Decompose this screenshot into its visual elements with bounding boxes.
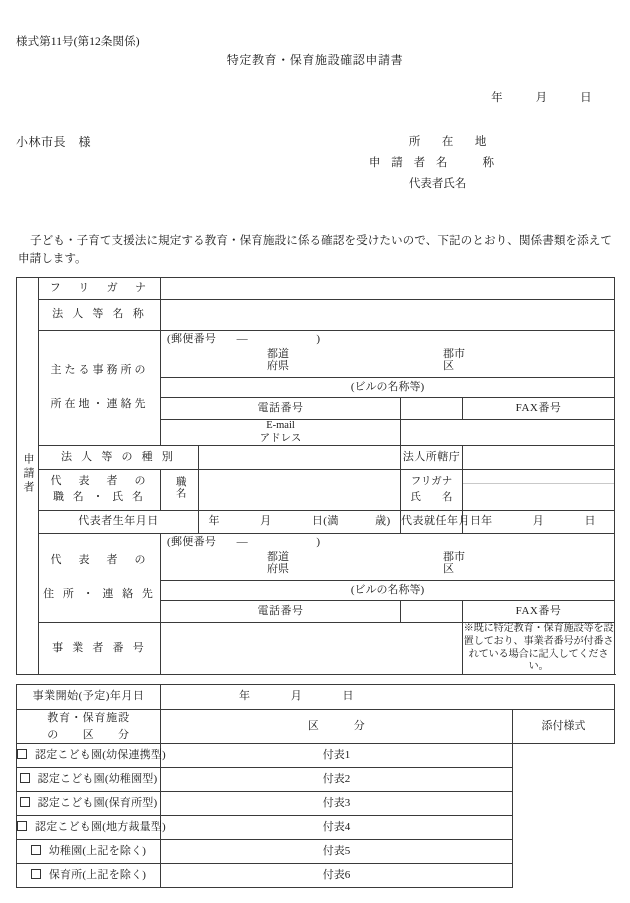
rep-fax-label: FAX番号: [515, 604, 562, 617]
office-fax-label-cell: [463, 398, 615, 420]
corp-type-value[interactable]: [199, 446, 401, 470]
date-year-label: 年: [491, 92, 504, 104]
office-city-label: [443, 348, 465, 373]
applicant-table: [16, 277, 615, 675]
rep-prefecture-label: [267, 551, 289, 576]
facility-attached-form: 付表2: [161, 768, 513, 792]
biz-number-value[interactable]: [161, 623, 463, 675]
facility-attached-form: 付表1: [161, 744, 513, 768]
rep-tel-label: 電話番号: [257, 604, 304, 617]
checkbox-icon[interactable]: [31, 845, 41, 855]
city-line2: 区: [443, 563, 454, 576]
corp-name-label: 法 人 等 名 称: [52, 308, 147, 321]
table-row: [17, 470, 615, 511]
facility-option-cell[interactable]: [17, 864, 161, 888]
rep-birth-ymd: [199, 515, 400, 529]
table-row: [17, 840, 615, 864]
addressee: 小林市長 様: [16, 135, 92, 149]
rep-name-value[interactable]: [463, 470, 615, 511]
table-row: [17, 534, 615, 581]
table-row: [17, 864, 615, 888]
zip-prefix: (郵便番号: [167, 536, 217, 548]
kubun-column-header: [161, 710, 513, 744]
office-tel-label-cell: [161, 398, 401, 420]
facility-attached-form: 付表4: [161, 816, 513, 840]
rep-address-value[interactable]: [161, 534, 615, 581]
kubun-header-char2: 分: [353, 719, 366, 732]
corp-type-label-cell: [39, 446, 199, 470]
date-month-label: 月: [535, 92, 548, 104]
office-label-line2: 所在地・連絡先: [50, 398, 149, 410]
zip-suffix: ): [316, 536, 321, 548]
biz-number-label-cell: [39, 623, 161, 675]
date-line: [491, 89, 592, 105]
zip-suffix: ): [316, 333, 321, 345]
facility-option-label: 認定こども園(幼保連携型): [35, 748, 166, 761]
applicant-side-label: 申請者: [22, 452, 34, 495]
prefecture-line2: 府県: [267, 563, 289, 576]
applicant-address-label: 所 在 地: [408, 136, 492, 148]
checkbox-icon[interactable]: [17, 749, 27, 759]
rep-name-label-cell: [401, 470, 463, 511]
table-row: [17, 710, 615, 744]
office-fax-label: FAX番号: [515, 401, 562, 414]
start-date-month: 月: [290, 690, 303, 703]
checkbox-icon[interactable]: [31, 869, 41, 879]
office-address-value[interactable]: [161, 331, 615, 378]
building-label: (ビルの名称等): [350, 583, 425, 596]
rep-name-divider: [463, 483, 614, 484]
rep-birth-value[interactable]: [199, 511, 401, 534]
table-row: [17, 685, 615, 710]
rep-fax-label-cell: [463, 601, 615, 623]
rep-title-name-label-cell: [39, 470, 161, 511]
checkbox-icon[interactable]: [20, 797, 30, 807]
facility-label-line1: 教育・保育施設: [47, 712, 130, 724]
rep-appoint-value[interactable]: [463, 511, 615, 534]
rep-title-name-label-line2: 職 名 ・ 氏 名: [53, 491, 146, 503]
kubun-header-char1: 区: [307, 719, 320, 732]
facility-attached-form: 付表3: [161, 792, 513, 816]
building-label: (ビルの名称等): [350, 380, 425, 393]
office-prefecture-label: [267, 348, 289, 373]
facility-attached-form: 付表5: [161, 840, 513, 864]
furigana-value[interactable]: [161, 278, 615, 300]
table-row: [17, 278, 615, 300]
rep-tel-label-cell: [161, 601, 401, 623]
office-label-cell: [39, 331, 161, 446]
form-column-header: 添付様式: [513, 710, 615, 744]
facility-option-label: 認定こども園(地方裁量型): [35, 820, 166, 833]
table-row: [17, 300, 615, 331]
facility-option-cell[interactable]: [17, 816, 166, 840]
rep-building-value[interactable]: [161, 581, 615, 601]
office-building-value[interactable]: [161, 378, 615, 398]
facility-option-label: 認定こども園(保育所型): [37, 796, 158, 809]
facility-option-label: 認定こども園(幼稚園型): [37, 772, 158, 785]
zip-dash: —: [236, 333, 248, 345]
applicant-name-label: 申 請 者 名 称: [368, 157, 498, 169]
city-line1: 郡市: [443, 348, 465, 360]
rep-birth-label-cell: [39, 511, 199, 534]
rep-appoint-ymd: [463, 515, 614, 529]
table-row: [17, 511, 615, 534]
rep-birth-year: 年: [208, 515, 220, 528]
corp-name-value[interactable]: [161, 300, 615, 331]
rep-name-label: 氏 名: [410, 492, 453, 503]
office-label-line1: 主たる事務所の: [50, 364, 149, 377]
rep-appoint-day: 日: [584, 515, 596, 528]
office-email-label-cell: [161, 420, 401, 446]
checkbox-icon[interactable]: [17, 821, 27, 831]
table-row: [17, 331, 615, 378]
zip-dash: —: [236, 536, 248, 548]
start-date-ymd: [161, 690, 614, 704]
facility-attached-form: 付表6: [161, 864, 513, 888]
applicant-side-label-cell: [17, 278, 39, 675]
prefecture-line1: 都道: [267, 348, 289, 360]
facility-option-cell[interactable]: [17, 792, 161, 816]
intro-paragraph: 子ども・子育て支援法に規定する教育・保育施設に係る確認を受けたいので、下記のとおり、関係書類を添えて申請します。: [18, 234, 612, 265]
biz-number-note: ※既に特定教育・保育施設等を設置しており、事業者番号が付番されている場合に記入してください。: [463, 623, 615, 675]
office-email-label-line2: アドレス: [259, 432, 302, 444]
rep-post-value[interactable]: [199, 470, 401, 511]
checkbox-icon[interactable]: [20, 773, 30, 783]
facility-option-label: 幼稚園(上記を除く): [48, 844, 147, 857]
office-zip-label: [167, 333, 320, 347]
city-line2: 区: [443, 360, 454, 373]
rep-tel-value[interactable]: [401, 601, 463, 623]
table-row: [17, 792, 615, 816]
rep-addr-label-line2: 住 所 ・ 連 絡 先: [43, 588, 156, 600]
rep-appoint-month: 月: [532, 515, 545, 528]
rep-birth-label: 代表者生年月日: [78, 515, 159, 528]
facility-option-label: 保育所(上記を除く): [48, 868, 147, 881]
rep-birth-day: 日(満: [311, 515, 339, 528]
rep-appoint-label-cell: [401, 511, 482, 534]
start-date-value[interactable]: [161, 685, 615, 710]
rep-zip-label: [167, 536, 320, 550]
corp-name-label-cell: [39, 300, 161, 331]
zip-prefix: (郵便番号: [167, 333, 217, 345]
start-date-year: 年: [239, 690, 251, 703]
table-row: [17, 816, 615, 840]
rep-addr-label-cell: [39, 534, 161, 623]
start-date-day: 日: [342, 690, 354, 703]
start-date-label-cell: [17, 685, 161, 710]
office-email-label-line1: E-mail: [266, 420, 295, 432]
facility-label-line2: の 区 分: [47, 728, 130, 741]
document-title: 特定教育・保育施設確認申請書: [226, 53, 404, 67]
representative-name-label: 代表者氏名: [408, 178, 467, 190]
facility-classification-table: [16, 709, 615, 888]
table-row: [17, 768, 615, 792]
date-day-label: 日: [580, 92, 592, 104]
rep-appoint-year: 年: [481, 515, 493, 528]
rep-city-label: [443, 551, 465, 576]
facility-option-cell[interactable]: [17, 768, 161, 792]
applicant-signature-block: [369, 132, 498, 195]
rep-addr-label-line1: 代 表 者 の: [50, 554, 149, 567]
form-number: 様式第11号(第12条関係): [16, 36, 140, 48]
furigana-label-cell: [39, 278, 161, 300]
rep-birth-age: 歳): [375, 515, 391, 528]
corp-authority-label: 法人所轄庁: [402, 450, 461, 463]
table-row: [17, 744, 615, 768]
biz-number-label: 事 業 者 番 号: [52, 641, 147, 654]
prefecture-line2: 府県: [267, 360, 289, 373]
rep-post-label-cell: [161, 470, 199, 511]
table-row: [17, 446, 615, 470]
start-date-label: 事業開始(予定)年月日: [32, 690, 145, 703]
city-line1: 郡市: [443, 551, 465, 563]
office-tel-label: 電話番号: [257, 401, 304, 414]
start-date-table: [16, 684, 615, 710]
corp-authority-label-cell: [401, 446, 463, 470]
facility-option-cell[interactable]: [17, 744, 166, 768]
rep-birth-month: 月: [260, 515, 272, 528]
rep-title-name-label-line1: 代 表 者 の: [50, 475, 149, 488]
rep-post-label: 職名: [174, 476, 186, 500]
corp-type-label: 法 人 等 の 種 別: [61, 450, 176, 463]
facility-option-cell[interactable]: [17, 840, 161, 864]
corp-authority-value[interactable]: [463, 446, 615, 470]
rep-furigana-label: フリガナ: [410, 476, 453, 488]
office-tel-value[interactable]: [401, 398, 463, 420]
office-email-value[interactable]: [401, 420, 615, 446]
prefecture-line1: 都道: [267, 551, 289, 563]
table-row: [17, 623, 615, 675]
furigana-label: フ リ ガ ナ: [49, 281, 150, 294]
rep-appoint-label: 代表就任年月日: [401, 515, 482, 528]
facility-label-cell: [17, 710, 161, 744]
